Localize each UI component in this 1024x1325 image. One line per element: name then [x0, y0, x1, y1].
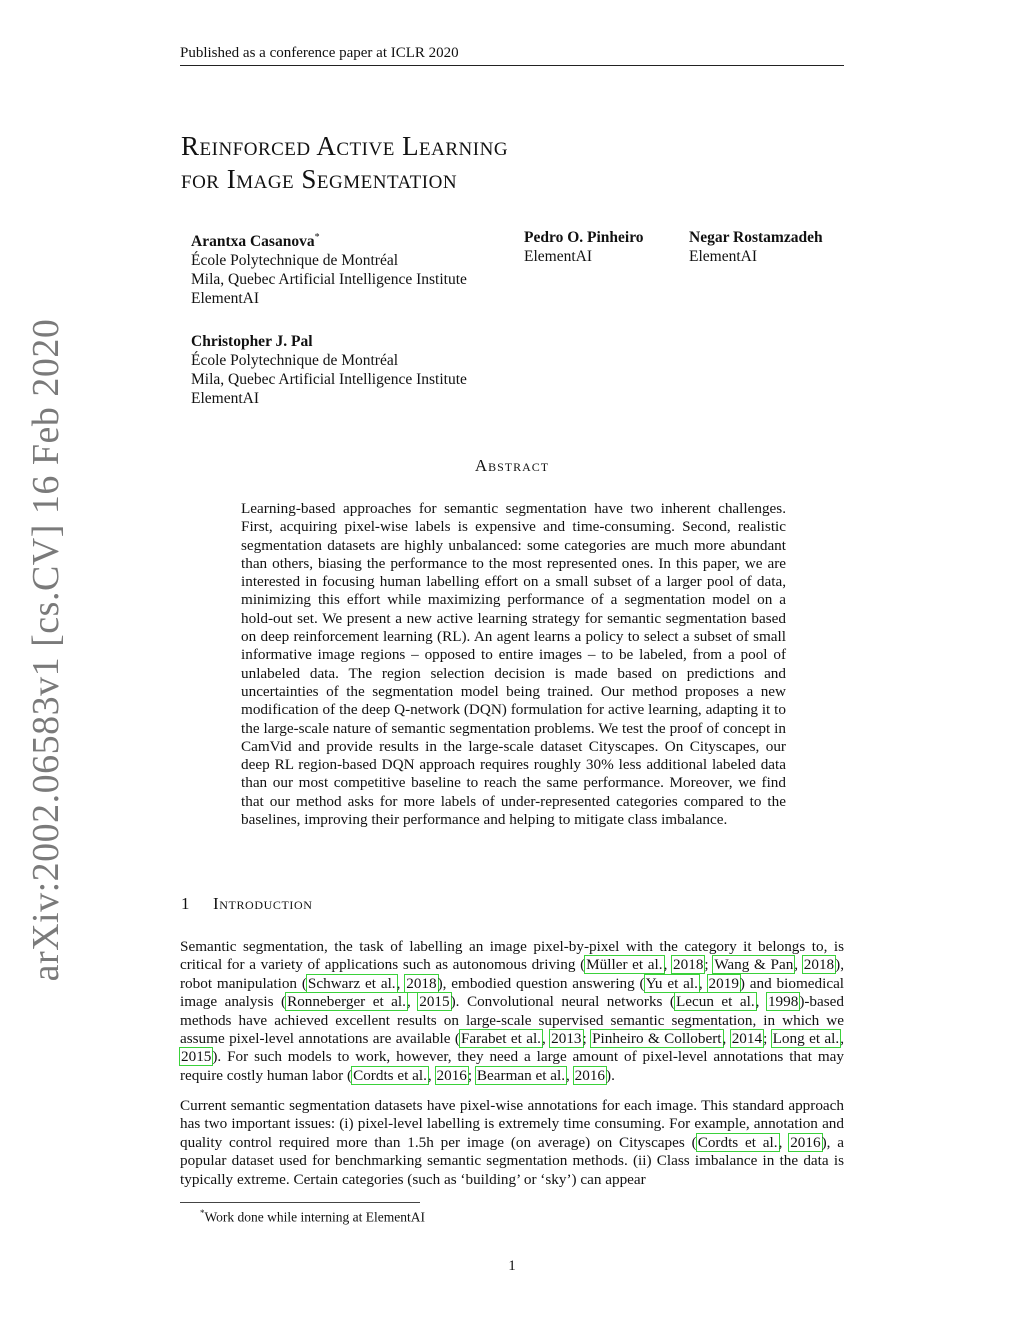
- author-affiliation: Mila, Quebec Artificial Intelligence Institute: [191, 271, 467, 289]
- citation-link[interactable]: 2016: [574, 1066, 606, 1084]
- paper-title: [181, 130, 781, 196]
- citation-link[interactable]: 2018: [406, 974, 437, 992]
- citation-link[interactable]: Long et al.: [772, 1030, 840, 1048]
- citation-link[interactable]: Pinheiro & Collobert: [592, 1030, 722, 1048]
- citation-link[interactable]: 2013: [551, 1030, 582, 1048]
- author-name: Christopher J. Pal: [191, 333, 313, 350]
- citation-link[interactable]: 2015: [419, 993, 450, 1011]
- citation-link[interactable]: Schwarz et al.: [307, 974, 396, 992]
- citation-link[interactable]: 2014: [731, 1030, 763, 1048]
- citation-link[interactable]: 2016: [790, 1133, 821, 1151]
- author-rostamzadeh: [689, 228, 823, 266]
- author-name: Pedro O. Pinheiro: [524, 229, 644, 246]
- citation-link[interactable]: Müller et al.: [586, 956, 663, 974]
- footnote-mark: *: [200, 1208, 205, 1218]
- author-pinheiro: [524, 228, 644, 266]
- page-number: 1: [508, 1258, 516, 1274]
- author-affiliation: ElementAI: [191, 390, 260, 407]
- citation-link[interactable]: Lecun et al.: [676, 993, 755, 1011]
- arxiv-identifier-stamp: arXiv:2002.06583v1 [cs.CV] 16 Feb 2020: [25, 318, 67, 982]
- intro-paragraph-2: Current semantic segmentation datasets have pixel-wise annotations for each image. This standard approach has two important issues: (i) pixel-level labelling is extremely time consuming. For example, annotation and quality control required more than 1.5h per image (on average) on Cityscapes (Cordts et al., 2016), a popular dataset used for benchmarking semantic segmentation methods. (ii) Class imbalance in the data is typically extreme. Certain categories (such as ‘building’ or ‘sky’) can appear: [180, 1097, 844, 1188]
- title-line-2: for Image Segmentation: [181, 164, 458, 194]
- author-pal: [191, 332, 467, 408]
- footnote-text: Work done while interning at ElementAI: [204, 1209, 425, 1225]
- citation-link[interactable]: 2019: [708, 974, 739, 992]
- abstract-heading: Abstract: [474, 456, 550, 475]
- citation-link[interactable]: Wang & Pan: [714, 956, 794, 974]
- citation-link[interactable]: Cordts et al.: [353, 1066, 427, 1084]
- section-title: Introduction: [213, 894, 313, 913]
- citation-link[interactable]: 2016: [436, 1066, 467, 1084]
- author-affiliation: Mila, Quebec Artificial Intelligence Institute: [191, 371, 467, 388]
- author-affiliation: ElementAI: [524, 248, 593, 265]
- author-affiliation: École Polytechnique de Montréal: [191, 352, 399, 369]
- author-casanova: [191, 228, 467, 308]
- citation-link[interactable]: Yu et al.: [645, 974, 698, 992]
- author-footnote-mark: *: [314, 232, 320, 243]
- citation-link[interactable]: Cordts et al.: [697, 1133, 778, 1151]
- citation-link[interactable]: Ronneberger et al.: [287, 993, 406, 1011]
- author-name: Arantxa Casanova: [191, 233, 315, 251]
- citation-link[interactable]: Bearman et al.: [476, 1066, 566, 1084]
- footnote: [200, 1208, 425, 1226]
- author-affiliation: ElementAI: [689, 248, 758, 265]
- author-affiliation: ElementAI: [191, 290, 260, 308]
- author-affiliation: École Polytechnique de Montréal: [191, 252, 399, 270]
- intro-paragraph-1: Semantic segmentation, the task of labelling an image pixel-by-pixel with the category it belongs to, is critical for a variety of applications such as autonomous driving (Müller et al., 2018; Wang & Pan, 2018), robot manipulation (Schwarz et al., 2018), embodied question answering (Yu et al., 2019) and biomedical image analysis (Ronneberger et al., 2015). Convolutional neural networks (Lecun et al., 1998)-based methods have achieved excellent results on large-scale supervised semantic segmentation, in which we assume pixel-level annotations are available (Farabet et al., 2013; Pinheiro & Collobert, 2014; Long et al., 2015). For such models to work, however, they need a large amount of pixel-level annotations that may require costly human labor (Cordts et al., 2016; Bearman et al., 2016).: [180, 938, 845, 1084]
- author-name: Negar Rostamzadeh: [689, 229, 823, 246]
- abstract-text: Learning-based approaches for semantic segmentation have two inherent challenges. First, acquiring pixel-wise labels is expensive and time-consuming. Second, realistic segmentation datasets are highly unbalanced: some categories are much more abundant than others, biasing the performance to the most represented ones. In this paper, we are interested in focusing human labelling effort on a small subset of a larger pool of data, minimizing this effort while maximizing performance of a segmentation model on a hold-out set. We present a new active learning strategy for semantic segmentation based on deep reinforcement learning (RL). An agent learns a policy to select a subset of small informative image regions – opposed to entire images – to be labeled, from a pool of unlabeled data. The region selection decision is made based on predictions and uncertainties of the segmentation model being trained. Our method proposes a new modification of the deep Q-network (DQN) formulation for active learning, adapting it to the large-scale nature of semantic segmentation problems. We test the proof of concept in CamVid and provide results in the large-scale dataset Cityscapes. On Cityscapes, our deep RL region-based DQN approach requires roughly 30% less additional labeled data than our most competitive baseline to reach the same performance. Moreover, we find that our method asks for more labels of under-represented categories compared to the baselines, improving their performance and helping to mitigate class imbalance.: [241, 500, 786, 829]
- section-heading-introduction: [181, 894, 313, 914]
- footnote-divider: [180, 1202, 420, 1203]
- title-line-1: Reinforced Active Learning: [181, 131, 509, 161]
- running-header: Published as a conference paper at ICLR 2020: [180, 45, 844, 66]
- citation-link[interactable]: 2018: [673, 956, 704, 974]
- section-number: 1: [181, 894, 191, 913]
- citation-link[interactable]: 2015: [181, 1048, 212, 1066]
- citation-link[interactable]: 1998: [767, 993, 799, 1011]
- citation-link[interactable]: 2018: [803, 956, 835, 974]
- citation-link[interactable]: Farabet et al.: [460, 1030, 541, 1048]
